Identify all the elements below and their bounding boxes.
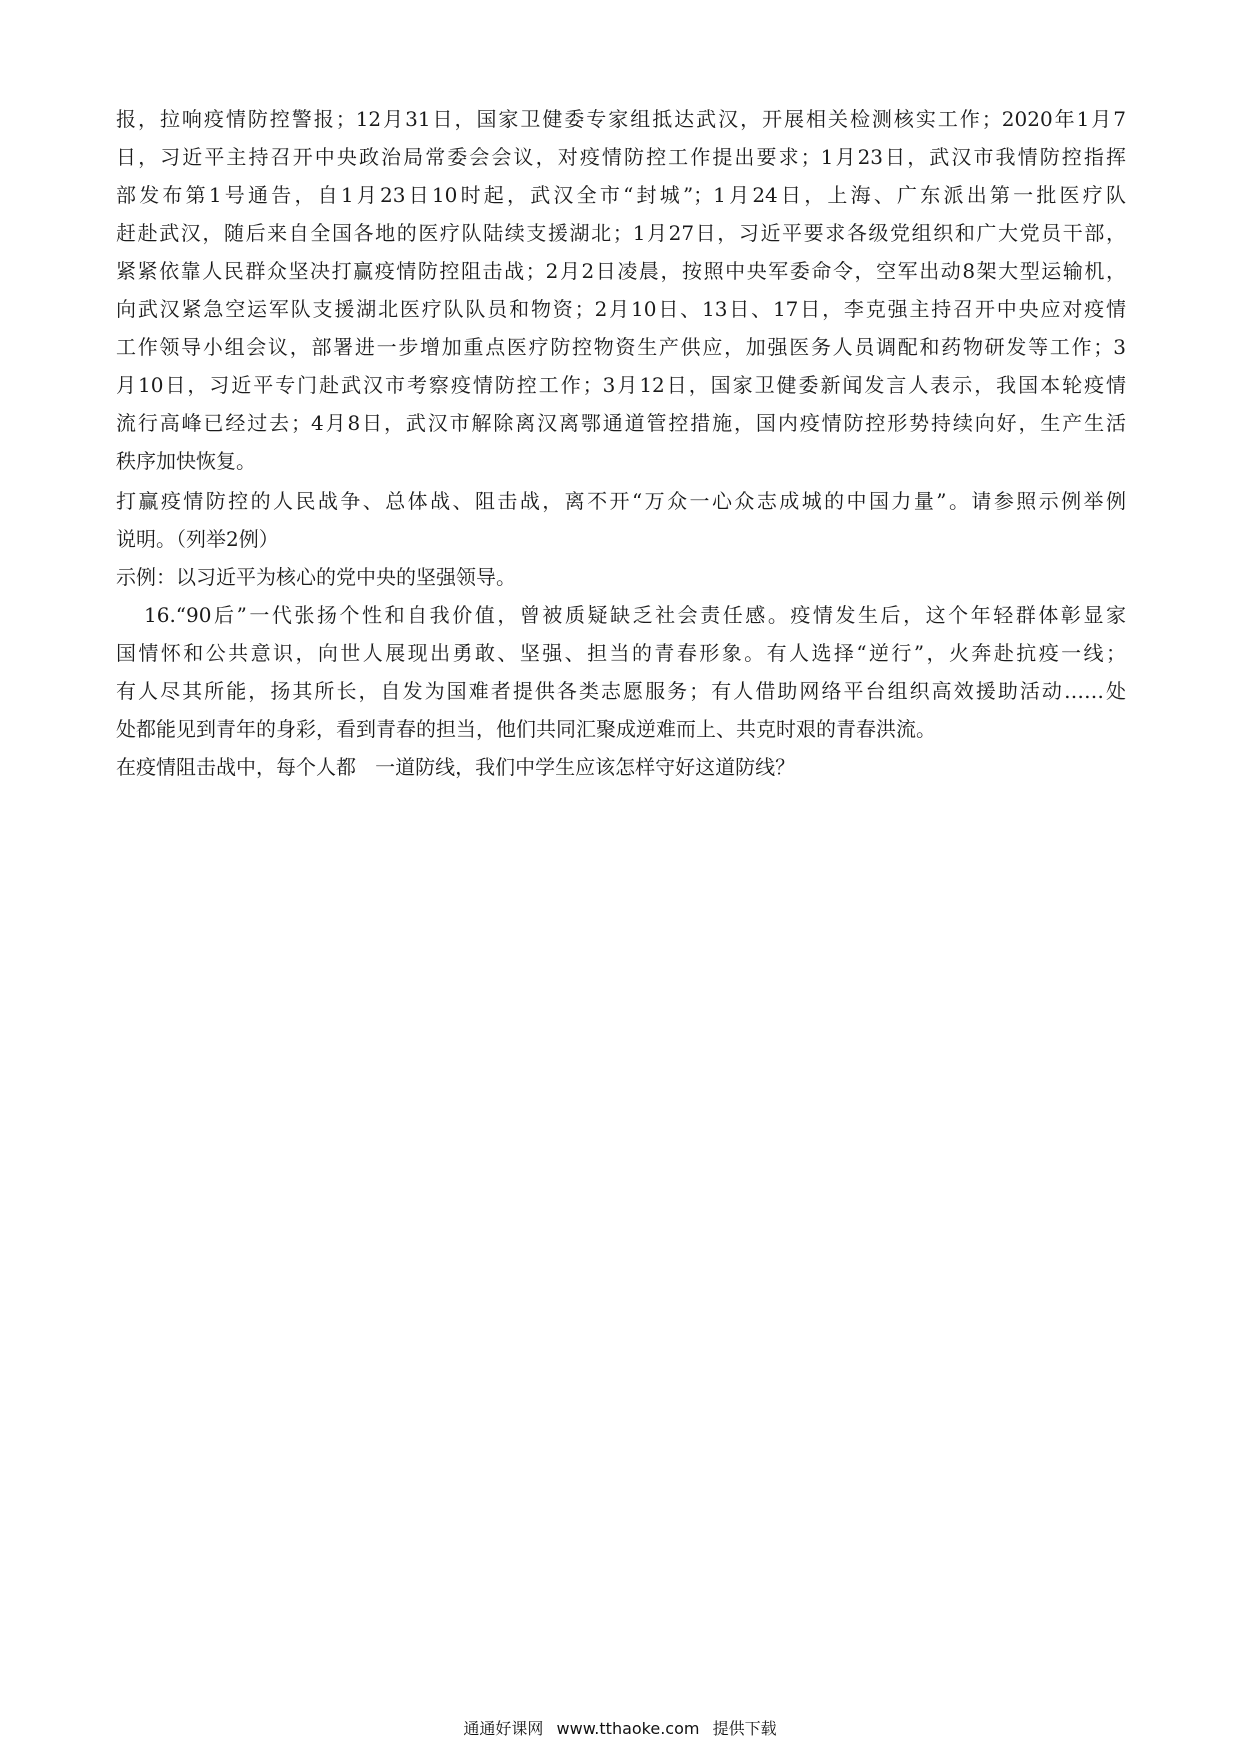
text-line: 部发布第1号通告，自1月23日10时起，武汉全市“封城”；1月24日，上海、广东派出第一批医疗队 (116, 183, 1126, 207)
text-line: 说明。（列举2例） (116, 527, 279, 551)
footer-url[interactable]: www.tthaoke.com (556, 1719, 700, 1738)
paragraph-timeline (116, 100, 1126, 480)
text-line: 16.“90后”一代张扬个性和自我价值，曾被质疑缺乏社会责任感。疫情发生后，这个年轻群体彰显家 (144, 603, 1126, 627)
page-footer (0, 1716, 1240, 1739)
text-line: 报，拉响疫情防控警报；12月31日，国家卫健委专家组抵达武汉，开展相关检测核实工作；2020年1月7 (116, 107, 1126, 131)
text-line: 国情怀和公共意识，向世人展现出勇敢、坚强、担当的青春形象。有人选择“逆行”，火奔赴抗疫一线； (116, 641, 1126, 665)
text-line: 赶赴武汉，随后来自全国各地的医疗队陆续支援湖北；1月27日，习近平要求各级党组织和广大党员干部， (116, 221, 1126, 245)
text-line: 紧紧依靠人民群众坚决打赢疫情防控阻击战；2月2日凌晨，按照中央军委命令，空军出动8架大型运输机， (116, 259, 1126, 283)
text-line: 秩序加快恢复。 (116, 449, 256, 473)
text-line: 日，习近平主持召开中央政治局常委会会议，对疫情防控工作提出要求；1月23日，武汉市我情防控指挥 (116, 145, 1126, 169)
text-line: 处都能见到青年的身彩，看到青春的担当，他们共同汇聚成逆难而上、共克时艰的青春洪流。 (116, 717, 936, 741)
text-line: 打赢疫情防控的人民战争、总体战、阻击战，离不开“万众一心众志成城的中国力量”。请参照示例举例 (116, 489, 1126, 513)
text-line: 月10日，习近平专门赴武汉市考察疫情防控工作；3月12日，国家卫健委新闻发言人表示，我国本轮疫情 (116, 373, 1126, 397)
question-prompt (116, 482, 1126, 558)
document-body (116, 100, 1126, 786)
text-line: 有人尽其所能，扬其所长，自发为国难者提供各类志愿服务；有人借助网络平台组织高效援助活动……处 (116, 679, 1126, 703)
question-16-prompt: 在疫情阻击战中，每个人都 一道防线，我们中学生应该怎样守好这道防线？ (116, 755, 796, 779)
text-line: 工作领导小组会议，部署进一步增加重点医疗防控物资生产供应，加强医务人员调配和药物研发等工作；3 (116, 335, 1126, 359)
footer-suffix: 提供下载 (712, 1719, 777, 1738)
question-16 (116, 596, 1126, 748)
text-line: 向武汉紧急空运军队支援湖北医疗队队员和物资；2月10日、13日、17日，李克强主持召开中央应对疫情 (116, 297, 1126, 321)
footer-site-name: 通通好课网 (463, 1719, 544, 1738)
example-line: 示例：以习近平为核心的党中央的坚强领导。 (116, 565, 516, 589)
text-line: 流行高峰已经过去；4月8日，武汉市解除离汉离鄂通道管控措施，国内疫情防控形势持续向好，生产生活 (116, 411, 1126, 435)
